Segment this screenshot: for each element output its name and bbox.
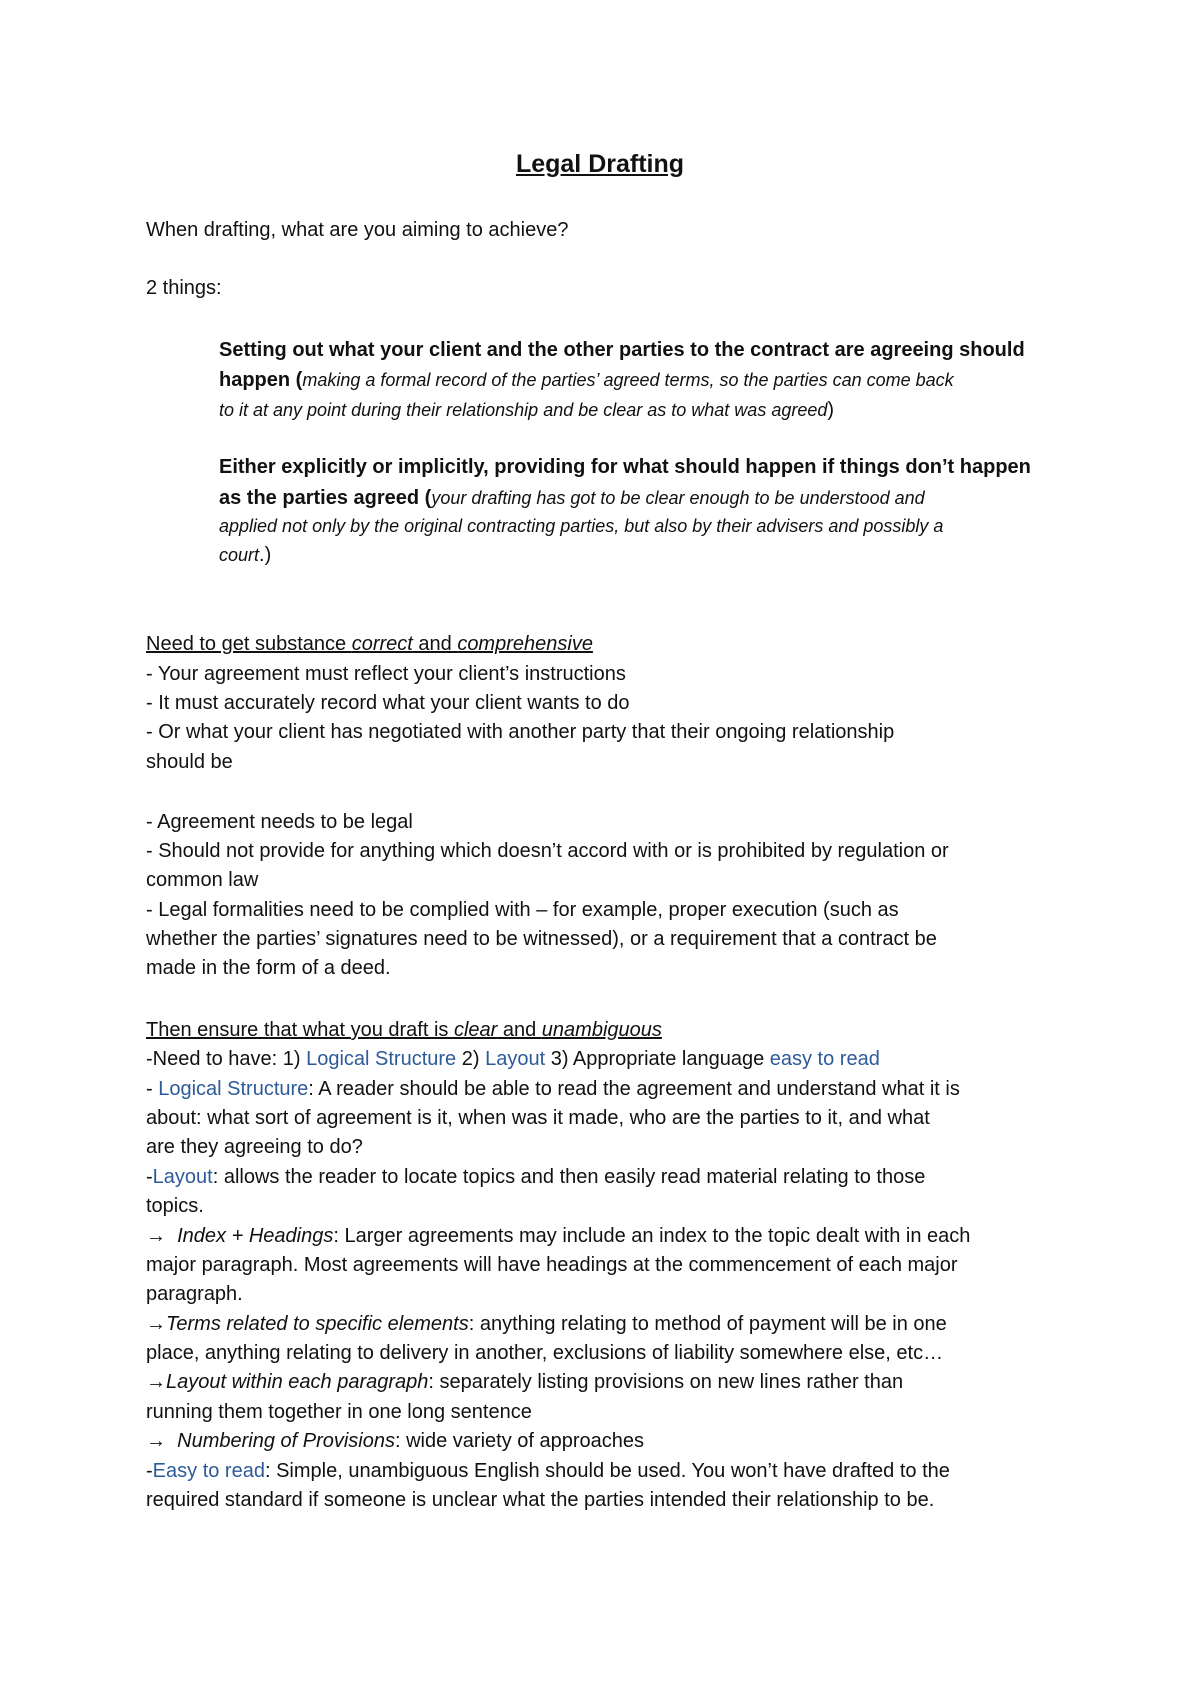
intro-question: When drafting, what are you aiming to achieve?	[146, 219, 569, 241]
substance-line-5: - Agreement needs to be legal	[146, 811, 413, 833]
need-to-have-line: -Need to have: 1) Logical Structure 2) Layout 3) Appropriate language easy to read	[146, 1048, 880, 1070]
terms-related-line-1: →Terms related to specific elements: anything relating to method of payment will be in one	[146, 1313, 947, 1335]
substance-line-6: - Should not provide for anything which doesn’t accord with or is prohibited by regulation or	[146, 840, 949, 862]
substance-line-10: made in the form of a deed.	[146, 957, 391, 979]
substance-line-2: - It must accurately record what your client wants to do	[146, 692, 630, 714]
thing1-line3: to it at any point during their relationship and be clear as to what was agreed)	[219, 399, 835, 421]
substance-line-9: whether the parties’ signatures need to be witnessed), or a requirement that a contract be	[146, 928, 937, 950]
substance-line-4: should be	[146, 751, 233, 773]
page-title: Legal Drafting	[515, 150, 685, 178]
logical-structure-line-2: about: what sort of agreement is it, when was it made, who are the parties to it, and what	[146, 1107, 930, 1129]
thing2-line2: as the parties agreed (your drafting has got to be clear enough to be understood and	[219, 487, 925, 509]
thing2-line4: court.)	[219, 544, 272, 566]
terms-related-line-2: place, anything relating to delivery in another, exclusions of liability somewhere else, etc…	[146, 1342, 944, 1364]
substance-line-3: - Or what your client has negotiated with another party that their ongoing relationship	[146, 721, 895, 743]
substance-line-8: - Legal formalities need to be complied with – for example, proper execution (such as	[146, 899, 899, 921]
thing2-line1: Either explicitly or implicitly, providing for what should happen if things don’t happen	[219, 456, 1031, 478]
arrow-right-icon: →	[146, 1225, 166, 1247]
two-things-label: 2 things:	[146, 277, 222, 299]
arrow-right-icon: →	[146, 1313, 166, 1335]
thing1-line2: happen (making a formal record of the parties’ agreed terms, so the parties can come back	[219, 369, 954, 391]
thing1-line1: Setting out what your client and the other parties to the contract are agreeing should	[219, 339, 1025, 361]
thing2-line3: applied not only by the original contracting parties, but also by their advisers and possibly a	[219, 516, 944, 536]
logical-structure-line-1: - Logical Structure: A reader should be able to read the agreement and understand what it is	[146, 1078, 960, 1100]
index-headings-line-3: paragraph.	[146, 1283, 243, 1305]
arrow-right-icon: →	[146, 1371, 166, 1393]
index-headings-line-1: → Index + Headings: Larger agreements may include an index to the topic dealt with in each	[146, 1225, 971, 1247]
layout-within-line-2: running them together in one long sentence	[146, 1401, 532, 1423]
substance-heading: Need to get substance correct and comprehensive	[146, 633, 593, 655]
layout-line-1: -Layout: allows the reader to locate topics and then easily read material relating to those	[146, 1166, 926, 1188]
substance-line-7: common law	[146, 869, 259, 891]
easy-to-read-line-1: -Easy to read: Simple, unambiguous English should be used. You won’t have drafted to the	[146, 1460, 950, 1482]
substance-line-1: - Your agreement must reflect your client’s instructions	[146, 663, 626, 685]
logical-structure-line-3: are they agreeing to do?	[146, 1136, 363, 1158]
numbering-line: → Numbering of Provisions: wide variety of approaches	[146, 1430, 645, 1452]
layout-within-line-1: →Layout within each paragraph: separately listing provisions on new lines rather than	[146, 1371, 904, 1393]
layout-line-2: topics.	[146, 1195, 204, 1217]
arrow-right-icon: →	[146, 1430, 166, 1452]
clarity-heading: Then ensure that what you draft is clear and unambiguous	[146, 1019, 662, 1041]
index-headings-line-2: major paragraph. Most agreements will have headings at the commencement of each major	[146, 1254, 958, 1276]
easy-to-read-line-2: required standard if someone is unclear what the parties intended their relationship to be.	[146, 1489, 935, 1511]
